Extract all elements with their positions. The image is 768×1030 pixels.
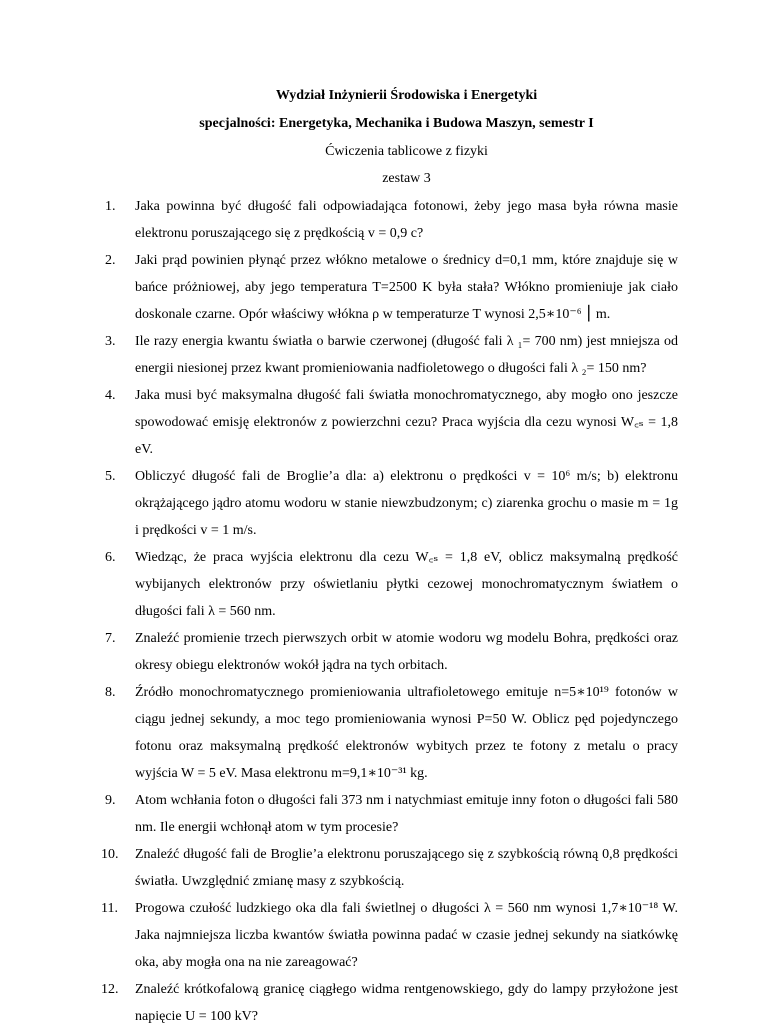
exercise-number: 12. bbox=[101, 982, 119, 997]
exercise-item bbox=[105, 193, 678, 247]
exercise-number: 2. bbox=[105, 253, 116, 268]
exercise-text: Wiedząc, że praca wyjścia elektronu dla cezu W꜀ₛ = 1,8 eV, oblicz maksymalną prędkość wybijanych elektronów przy oświetlaniu płytki cezowej monochromatycznym światłem o długości fali λ = 560 nm. bbox=[135, 550, 678, 619]
exercise-list bbox=[101, 193, 678, 1030]
exercise-item bbox=[105, 544, 678, 625]
exercise-text: Jaka powinna być długość fali odpowiadająca fotonowi, żeby jego masa była równa masie elektronu poruszającego się z prędkością v = 0,9 c? bbox=[135, 199, 678, 241]
exercise-item bbox=[101, 841, 678, 895]
exercise-item bbox=[101, 976, 678, 1030]
exercise-text: Jaka musi być maksymalna długość fali światła monochromatycznego, aby mogło ono jeszcze spowodować emisję elektronów z powierzchni cezu? Praca wyjścia dla cezu wynosi W꜀ₛ = 1,8 eV. bbox=[135, 388, 678, 457]
exercise-text: Jaki prąd powinien płynąć przez włókno metalowe o średnicy d=0,1 mm, które znajduje się w bańce próżniowej, aby jego temperatura T=2500 K była stała? Włókno promieniuje jak ciało doskonale czarne. Opór właściwy włókna ρ w temperaturze T wynosi 2,5∗10⁻⁶ ⎮ m. bbox=[135, 253, 678, 322]
exercise-item bbox=[105, 328, 678, 382]
specialization-heading: specjalności: Energetyka, Mechanika i Budowa Maszyn, semestr I bbox=[199, 116, 594, 131]
faculty-heading: Wydział Inżynierii Środowiska i Energetyki bbox=[275, 88, 538, 103]
exercise-text: Źródło monochromatycznego promieniowania ultrafioletowego emituje n=5∗10¹⁹ fotonów w ciągu jednej sekundy, a moc tego promieniowania wynosi P=50 W. Oblicz pęd pojedynczego fotonu oraz maksymalną prędkość elektronów wybitych przez te fotony z metalu o pracy wyjścia W = 5 eV. Masa elektronu m=9,1∗10⁻³¹ kg. bbox=[135, 685, 678, 781]
exercise-number: 4. bbox=[105, 388, 116, 403]
exercise-number: 8. bbox=[105, 685, 116, 700]
exercise-number: 7. bbox=[105, 631, 116, 646]
exercise-item bbox=[101, 895, 678, 976]
exercise-number: 11. bbox=[101, 901, 118, 916]
exercise-text: Znaleźć promienie trzech pierwszych orbit w atomie wodoru wg modelu Bohra, prędkości oraz okresy obiegu elektronów wokół jądra na tych orbitach. bbox=[135, 631, 678, 673]
exercise-number: 5. bbox=[105, 469, 116, 484]
exercise-number: 1. bbox=[105, 199, 116, 214]
course-title: Ćwiczenia tablicowe z fizyki bbox=[325, 144, 488, 159]
exercise-number: 9. bbox=[105, 793, 116, 808]
exercise-text: Obliczyć długość fali de Broglie’a dla: a) elektronu o prędkości v = 10⁶ m/s; b) elektronu okrążającego jądro atomu wodoru w stanie niewzbudzonym; c) ziarenka grochu o masie m = 1g i prędkości v = 1 m/s. bbox=[135, 469, 678, 538]
exercise-text: Znaleźć długość fali de Broglie’a elektronu poruszającego się z szybkością równą 0,8 prędkości światła. Uwzględnić zmianę masy z szybkością. bbox=[135, 847, 678, 889]
exercise-item bbox=[105, 679, 678, 787]
exercise-item bbox=[105, 247, 678, 328]
exercise-text: Ile razy energia kwantu światła o barwie czerwonej (długość fali λ ₁= 700 nm) jest mniejsza od energii niesionej przez kwant promieniowania nadfioletowego o długości fali λ ₂= 150 nm? bbox=[135, 334, 678, 376]
exercise-text: Progowa czułość ludzkiego oka dla fali świetlnej o długości λ = 560 nm wynosi 1,7∗10⁻¹⁸ W. Jaka najmniejsza liczba kwantów światła powinna padać w czasie jednej sekundy na siatkówkę oka, aby mogła ona na nie zareagować? bbox=[135, 901, 678, 970]
exercise-text: Znaleźć krótkofalową granicę ciągłego widma rentgenowskiego, gdy do lampy przyłożone jest napięcie U = 100 kV? bbox=[135, 982, 678, 1024]
exercise-number: 6. bbox=[105, 550, 116, 565]
exercise-item bbox=[105, 382, 678, 463]
exercise-item bbox=[105, 787, 678, 841]
exercise-number: 10. bbox=[101, 847, 119, 862]
exercise-text: Atom wchłania foton o długości fali 373 nm i natychmiast emituje inny foton o długości fali 580 nm. Ile energii wchłonął atom w tym procesie? bbox=[135, 793, 678, 835]
exercise-item bbox=[105, 625, 678, 679]
exercise-item bbox=[105, 463, 678, 544]
set-label: zestaw 3 bbox=[382, 171, 431, 186]
exercise-number: 3. bbox=[105, 334, 116, 349]
